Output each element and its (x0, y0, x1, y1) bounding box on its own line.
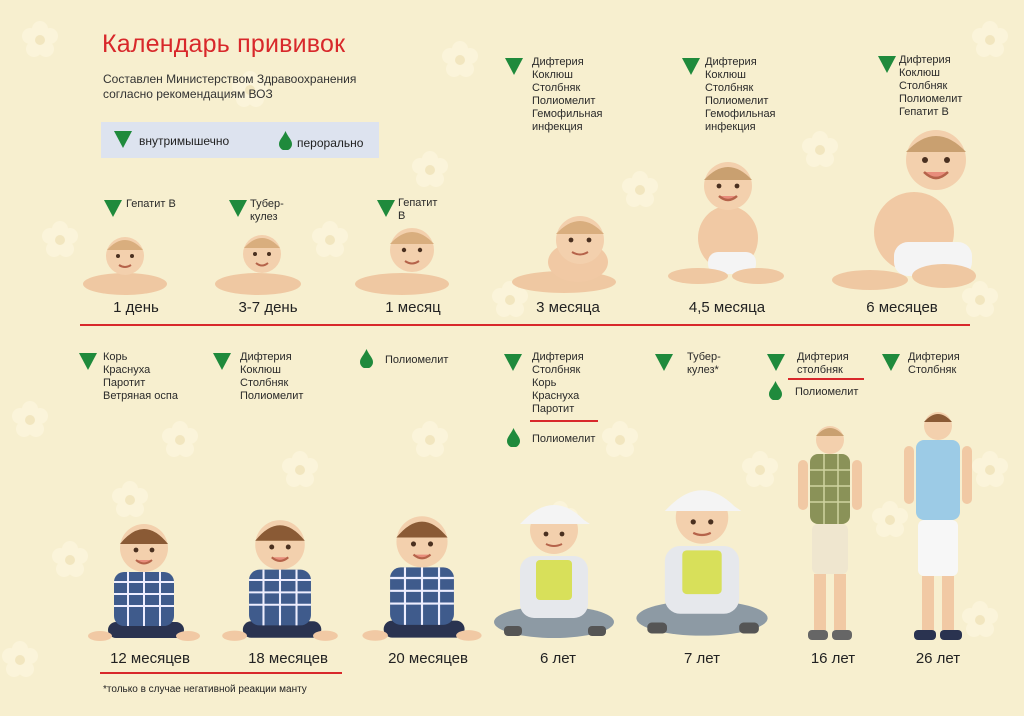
red-underline (100, 672, 342, 674)
vaccine-list-26-years: Дифтерия Столбняк (908, 351, 960, 376)
footnote: *только в случае негативной реакции манту (103, 684, 307, 695)
intramuscular-triangle-icon (229, 200, 247, 217)
vaccine-list-12-months: Корь Краснуха Паротит Ветряная оспа (103, 351, 178, 402)
oral-drop-icon (279, 131, 292, 150)
adult-photo-26-years (898, 406, 978, 644)
age-label-12-months: 12 месяцев (110, 650, 190, 667)
intramuscular-triangle-icon (213, 353, 231, 370)
vaccine-list-6-years: Дифтерия Столбняк Корь Краснуха Паротит (532, 351, 584, 415)
baby-photo-4-5-months (668, 158, 788, 292)
legend-intramuscular-label: внутримышечно (139, 134, 230, 148)
vaccine-list-3-7-days: Тубер- кулез (250, 198, 284, 223)
child-photo-6-years (490, 490, 618, 644)
age-label-3-7-days: 3-7 день (238, 299, 298, 316)
baby-photo-3-months (508, 212, 620, 294)
toddler-photo-12-months (88, 520, 200, 644)
red-underline (788, 378, 864, 380)
oral-vaccine-6-years: Полиомелит (532, 433, 596, 445)
subtitle (103, 72, 356, 102)
age-label-4-5-months: 4,5 месяца (688, 299, 766, 316)
age-label-1-day: 1 день (113, 299, 159, 316)
baby-photo-3-7-days (212, 230, 304, 296)
intramuscular-triangle-icon (767, 354, 785, 371)
intramuscular-triangle-icon (655, 354, 673, 371)
vaccine-list-1-month: Гепатит В (398, 197, 438, 222)
intramuscular-triangle-icon (79, 353, 97, 370)
oral-drop-icon (507, 428, 520, 447)
age-label-3-months: 3 месяца (536, 299, 600, 316)
vaccine-list-3-months: Дифтерия Коклюш Столбняк Полиомелит Гемофильная инфекция (532, 56, 603, 133)
baby-photo-1-month (352, 222, 452, 296)
intramuscular-triangle-icon (505, 58, 523, 75)
intramuscular-triangle-icon (104, 200, 122, 217)
vaccine-list-7-years: Тубер- кулез* (687, 351, 721, 376)
vaccine-list-16-years: Дифтерия столбняк (797, 351, 849, 376)
age-label-16-years: 16 лет (810, 650, 856, 667)
page-title: Календарь прививок (102, 30, 346, 58)
intramuscular-triangle-icon (882, 354, 900, 371)
toddler-photo-20-months (362, 512, 482, 644)
intramuscular-triangle-icon (377, 200, 395, 217)
age-label-6-years: 6 лет (540, 650, 576, 667)
age-label-6-months: 6 месяцев (866, 299, 938, 316)
intramuscular-triangle-icon (504, 354, 522, 371)
intramuscular-triangle-icon (114, 131, 132, 148)
intramuscular-triangle-icon (878, 56, 896, 73)
oral-drop-icon (769, 381, 782, 400)
baby-photo-1-day (80, 232, 170, 296)
vaccine-list-6-months: Дифтерия Коклюш Столбняк Полиомелит Гепатит В (899, 54, 963, 118)
age-label-26-years: 26 лет (915, 650, 961, 667)
oral-drop-icon (360, 349, 373, 368)
age-label-20-months: 20 месяцев (388, 650, 468, 667)
oral-vaccine-16-years: Полиомелит (795, 386, 859, 398)
legend-oral-label: перорально (297, 136, 364, 150)
timeline-divider (80, 324, 970, 326)
subtitle-line-1: Составлен Министерством Здравоохранения (103, 72, 357, 86)
age-label-18-months: 18 месяцев (248, 650, 328, 667)
vaccine-list-20-months: Полиомелит (385, 354, 449, 366)
subtitle-line-2: согласно рекомендациям ВОЗ (103, 87, 273, 101)
vaccine-list-4-5-months: Дифтерия Коклюш Столбняк Полиомелит Гемофильная инфекция (705, 56, 776, 133)
baby-photo-6-months (832, 124, 982, 296)
red-underline (530, 420, 598, 422)
age-label-7-years: 7 лет (684, 650, 720, 667)
toddler-photo-18-months (222, 516, 338, 644)
child-photo-7-years (632, 472, 772, 644)
vaccine-list-18-months: Дифтерия Коклюш Столбняк Полиомелит (240, 351, 304, 402)
vaccine-list-1-day: Гепатит В (126, 198, 176, 210)
teen-photo-16-years (790, 420, 870, 644)
intramuscular-triangle-icon (682, 58, 700, 75)
age-label-1-month: 1 месяц (385, 299, 441, 316)
